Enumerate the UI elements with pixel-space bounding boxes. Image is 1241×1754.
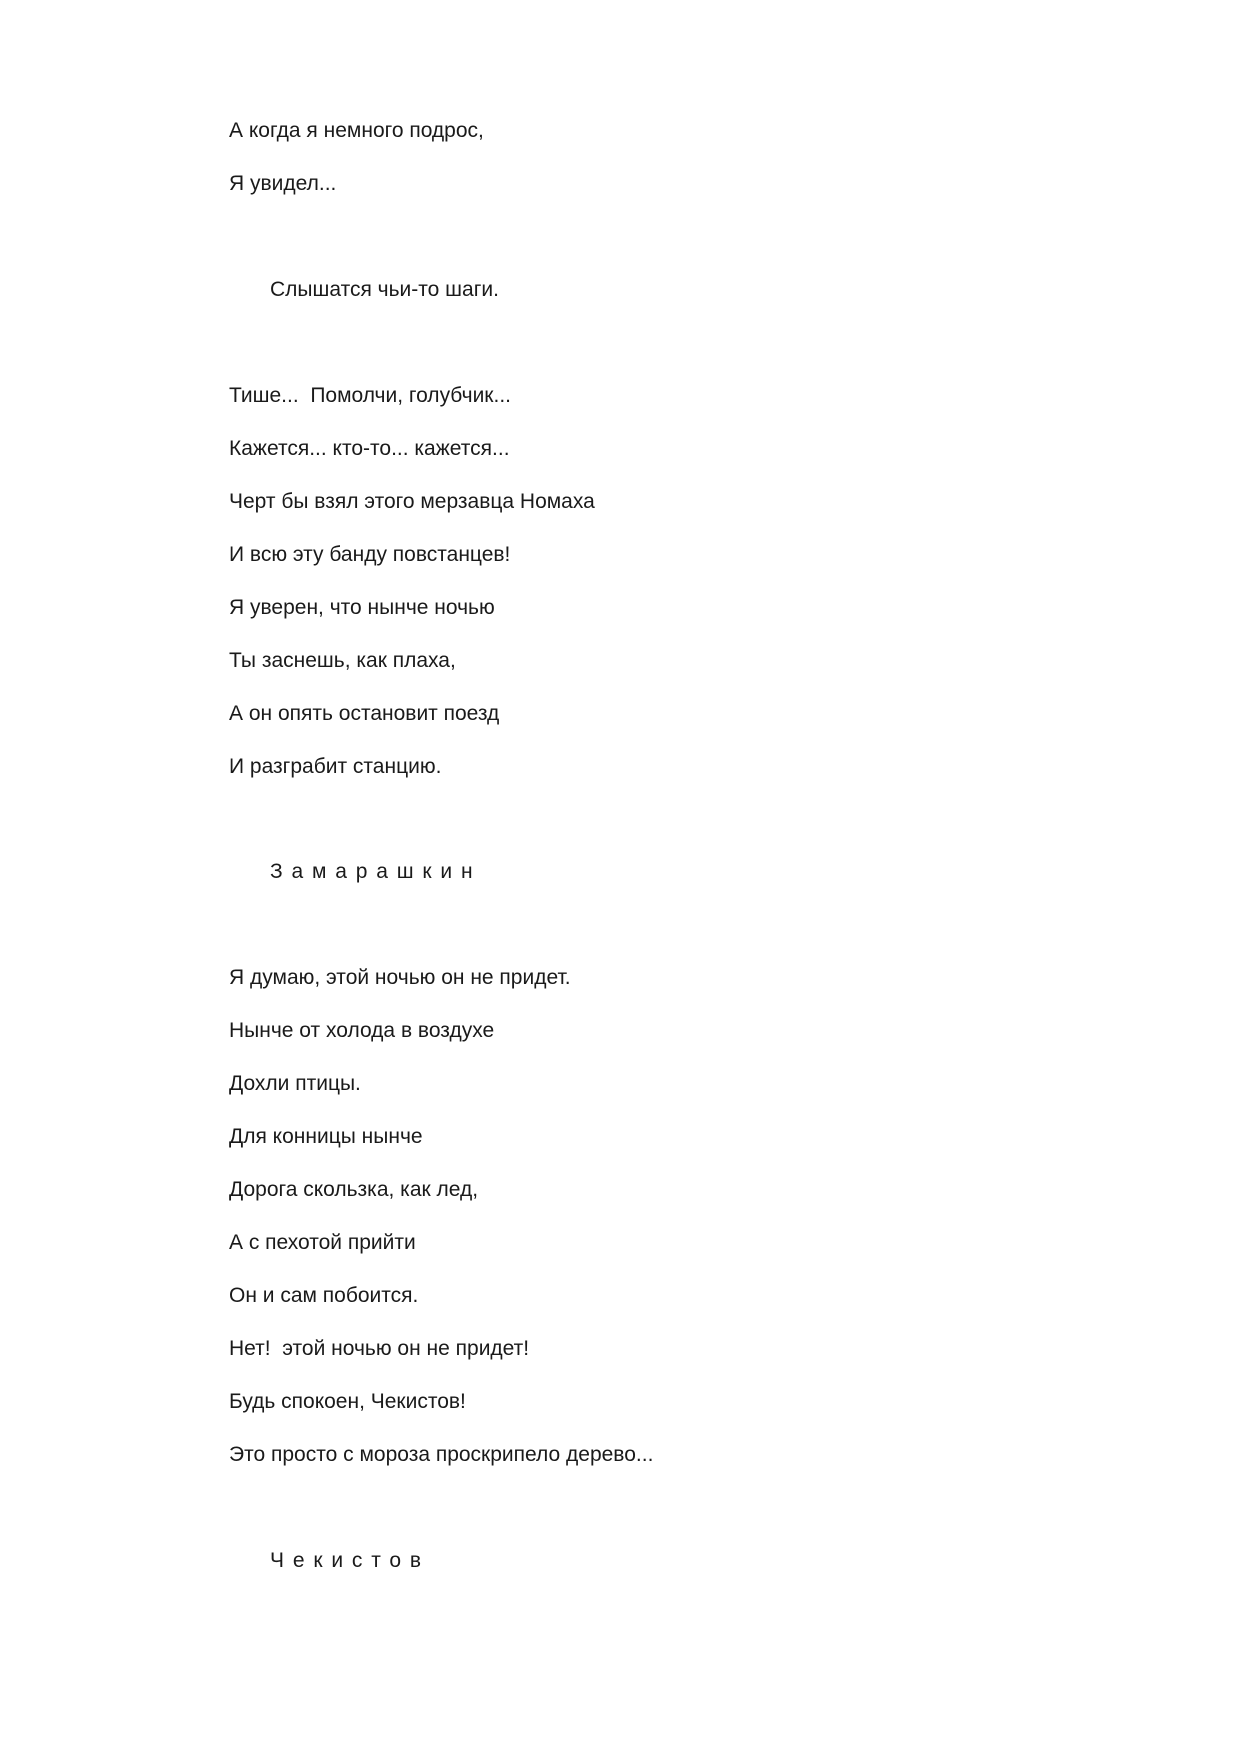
verse-line: Дохли птицы. (229, 1072, 361, 1095)
verse-line: Я думаю, этой ночью он не придет. (229, 966, 571, 989)
speaker-name: Замарашкин (270, 860, 482, 883)
verse-line: Тише... Помолчи, голубчик... (229, 384, 511, 407)
verse-line: Я увидел... (229, 172, 337, 195)
verse-line: Я уверен, что нынче ночью (229, 596, 495, 619)
verse-line: Нет! этой ночью он не придет! (229, 1337, 530, 1360)
verse-line: Для конницы нынче (229, 1125, 423, 1148)
verse-line: А когда я немного подрос, (229, 119, 484, 142)
verse-line: А он опять остановит поезд (229, 702, 500, 725)
verse-line: И всю эту банду повстанцев! (229, 543, 511, 566)
verse-line: А с пехотой прийти (229, 1231, 416, 1254)
verse-line: Это просто с мороза проскрипело дерево... (229, 1443, 654, 1466)
verse-line: Нынче от холода в воздухе (229, 1019, 495, 1042)
stage-direction: Слышатся чьи-то шаги. (270, 278, 499, 301)
verse-line: Кажется... кто-то... кажется... (229, 437, 510, 460)
verse-line: И разграбит станцию. (229, 755, 442, 778)
verse-line: Черт бы взял этого мерзавца Номаха (229, 490, 595, 513)
verse-line: Будь спокоен, Чекистов! (229, 1390, 466, 1413)
speaker-name: Чекистов (270, 1549, 430, 1572)
verse-line: Он и сам побоится. (229, 1284, 419, 1307)
verse-line: Ты заснешь, как плаха, (229, 649, 456, 672)
verse-line: Дорога скользка, как лед, (229, 1178, 479, 1201)
